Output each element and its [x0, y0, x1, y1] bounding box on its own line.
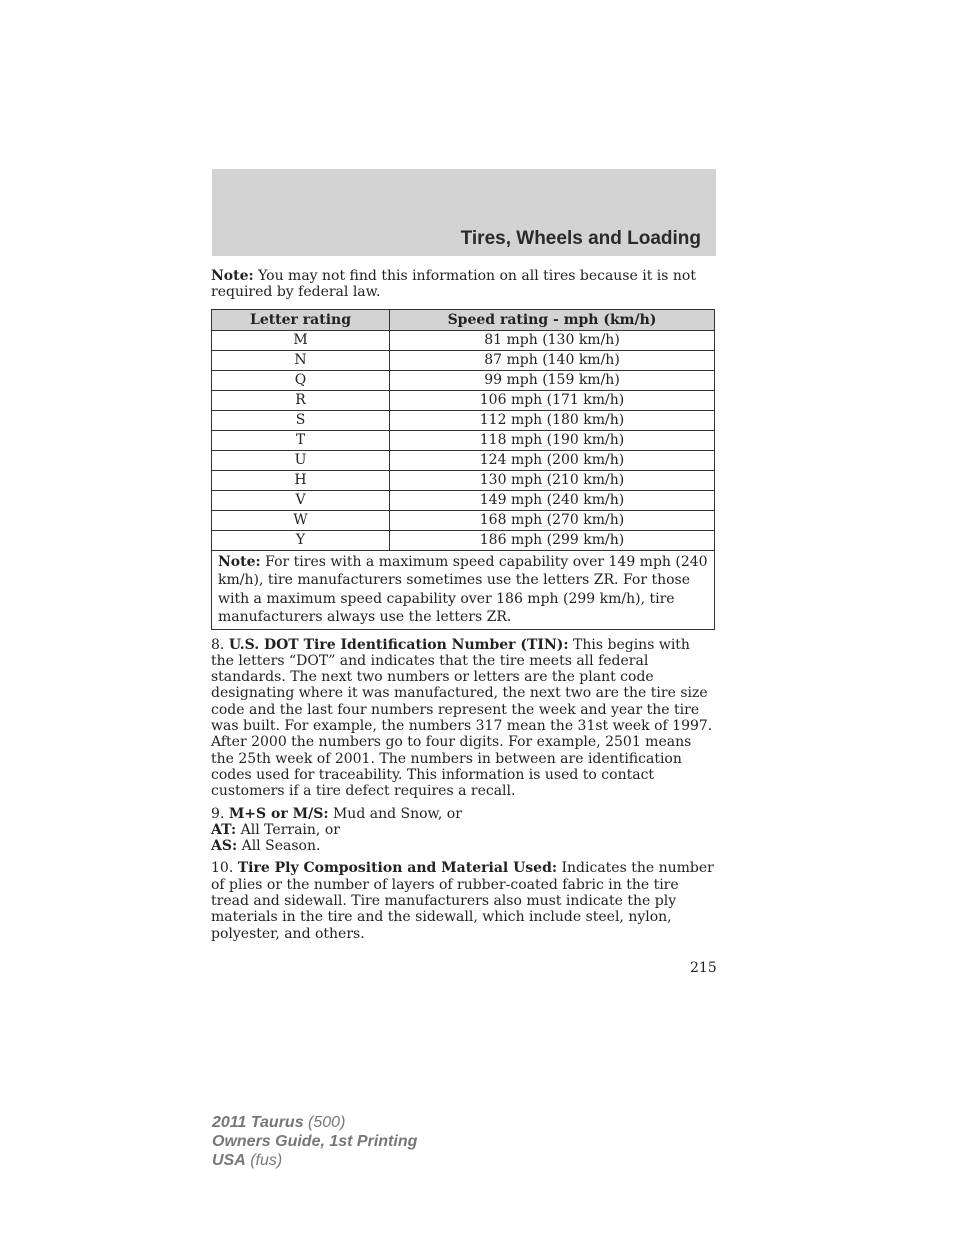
as-text: All Season.	[237, 838, 321, 855]
table-note-cell	[212, 550, 715, 629]
footer	[212, 1113, 417, 1170]
letter-cell: V	[212, 490, 390, 510]
table-row	[212, 490, 715, 510]
letter-cell: S	[212, 410, 390, 430]
table-row	[212, 450, 715, 470]
item-9-paragraph	[211, 806, 716, 855]
item-10-label: Tire Ply Composition and Material Used:	[237, 860, 558, 877]
section-header-band	[212, 169, 716, 256]
as-label: AS:	[211, 838, 238, 855]
table-row	[212, 430, 715, 450]
letter-cell: Q	[212, 370, 390, 390]
section-title: Tires, Wheels and Loading	[460, 228, 701, 249]
speed-cell: 130 mph (210 km/h)	[390, 470, 715, 490]
item-10-text: Indicates the number of plies or the number of layers of rubber-coated fabric in the tire tread and sidewall. Tire manufacturers also must indicate the ply materials in the tire and the sidewall, which include steel, nylon, polyester, and others.	[211, 860, 714, 942]
column-header-letter: Letter rating	[212, 309, 390, 330]
speed-cell: 168 mph (270 km/h)	[390, 510, 715, 530]
letter-cell: Y	[212, 530, 390, 550]
item-8-paragraph	[211, 637, 716, 800]
footer-guide: Owners Guide, 1st Printing	[212, 1133, 418, 1150]
item-8-label: U.S. DOT Tire Identification Number (TIN):	[228, 636, 569, 653]
ms-label: M+S or M/S:	[228, 805, 329, 822]
letter-cell: H	[212, 470, 390, 490]
speed-cell: 99 mph (159 km/h)	[390, 370, 715, 390]
speed-cell: 81 mph (130 km/h)	[390, 330, 715, 350]
speed-cell: 106 mph (171 km/h)	[390, 390, 715, 410]
page-content	[211, 268, 716, 948]
table-row	[212, 330, 715, 350]
speed-cell: 149 mph (240 km/h)	[390, 490, 715, 510]
speed-cell: 186 mph (299 km/h)	[390, 530, 715, 550]
ms-text: Mud and Snow, or	[328, 805, 462, 822]
letter-cell: M	[212, 330, 390, 350]
table-header-row	[212, 309, 715, 330]
footer-line-2	[212, 1132, 417, 1151]
footer-model-code: (500)	[303, 1114, 346, 1131]
page-number: 215	[690, 960, 717, 976]
table-row	[212, 410, 715, 430]
table-row	[212, 370, 715, 390]
letter-cell: U	[212, 450, 390, 470]
at-label: AT:	[211, 821, 237, 838]
speed-cell: 87 mph (140 km/h)	[390, 350, 715, 370]
table-row	[212, 350, 715, 370]
table-row	[212, 530, 715, 550]
note-text: You may not find this information on all tires because it is not required by federal law.	[211, 268, 696, 301]
footer-market: USA	[212, 1152, 246, 1169]
letter-cell: R	[212, 390, 390, 410]
footer-market-code: (fus)	[245, 1152, 283, 1169]
item-number: 9.	[211, 805, 229, 822]
item-10-paragraph	[211, 860, 716, 941]
speed-rating-table	[211, 309, 715, 630]
footer-line-1	[212, 1113, 417, 1132]
speed-cell: 124 mph (200 km/h)	[390, 450, 715, 470]
letter-cell: T	[212, 430, 390, 450]
item-number: 8.	[211, 636, 229, 653]
letter-cell: N	[212, 350, 390, 370]
item-number: 10.	[211, 860, 238, 877]
table-row	[212, 470, 715, 490]
item-8-text: This begins with the letters “DOT” and indicates that the tire meets all federal standards. The next two numbers or letters are the plant code designating where it was manufactured, the next two are the tire size code and the last four numbers represent the week and year the tire was built. For example, the numbers 317 mean the 31st week of 1997. After 2000 the numbers go to four digits. For example, 2501 means the 25th week of 2001. The numbers in between are identification codes used for traceability. This information is used to contact customers if a tire defect requires a recall.	[211, 636, 713, 800]
speed-cell: 118 mph (190 km/h)	[390, 430, 715, 450]
footer-model: 2011 Taurus	[212, 1114, 304, 1131]
table-note-row	[212, 550, 715, 629]
table-note-text: For tires with a maximum speed capability over 149 mph (240 km/h), tire manufacturers sometimes use the letters ZR. For those with a maximum speed capability over 186 mph (299 km/h), tire manufacturers always use the letters ZR.	[218, 553, 708, 626]
table-row	[212, 390, 715, 410]
at-text: All Terrain, or	[236, 821, 340, 838]
column-header-speed: Speed rating - mph (km/h)	[390, 309, 715, 330]
footer-line-3	[212, 1151, 417, 1170]
top-note	[211, 268, 716, 301]
table-note-label: Note:	[218, 553, 261, 570]
note-label: Note:	[211, 268, 254, 284]
letter-cell: W	[212, 510, 390, 530]
speed-cell: 112 mph (180 km/h)	[390, 410, 715, 430]
table-row	[212, 510, 715, 530]
